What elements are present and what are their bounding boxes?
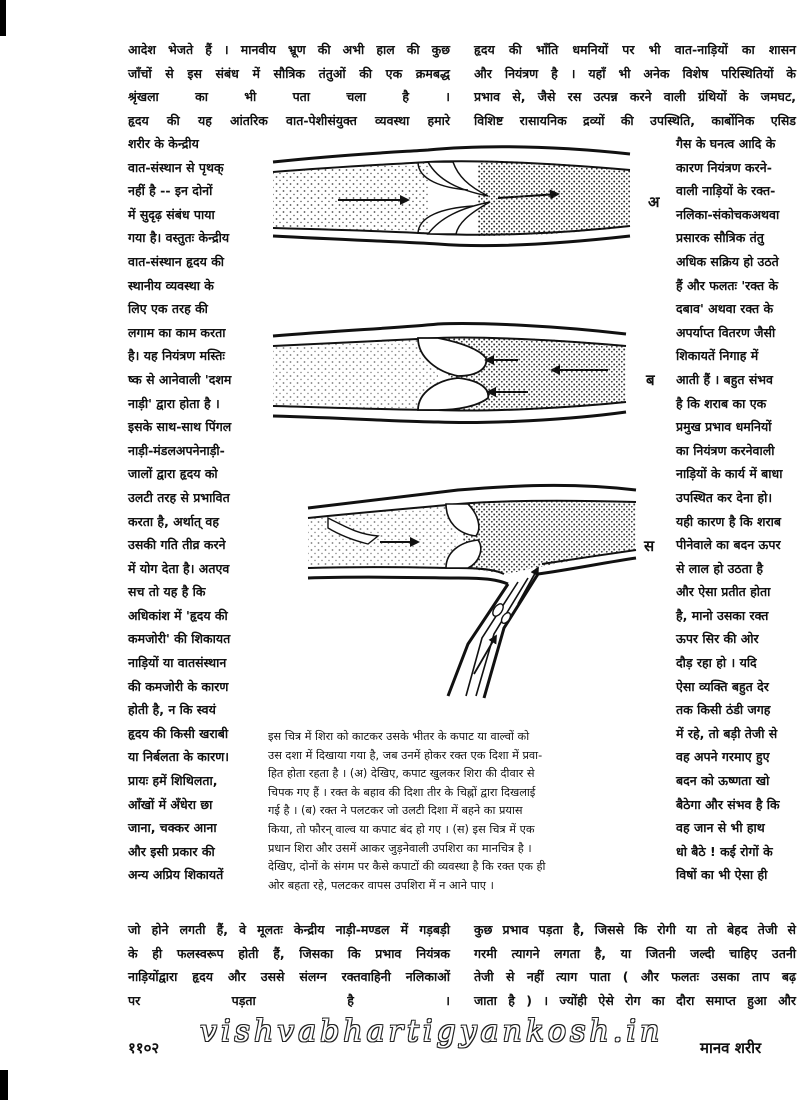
top-right-paragraph <box>474 38 796 132</box>
text-line: वह जान से भी हाथ <box>676 820 765 836</box>
text-line: और इसी प्रकार की <box>128 843 215 859</box>
text-line: विषों का भी ऐसा ही <box>676 867 768 883</box>
text-line: में सुदृढ़ संबंध पाया <box>128 206 215 222</box>
text-line: वाली नाड़ियों के रक्त- <box>676 183 776 199</box>
text-line: शिकायतें निगाह में <box>676 348 759 364</box>
text-line: विशिष्ट रासायनिक द्रव्यों की उपस्थिति, कार्बोनिक एसिड <box>474 112 796 128</box>
text-line: दौड़ रहा हो । यदि <box>676 655 757 671</box>
text-line: प्रसारक सौत्रिक तंतु <box>676 230 764 246</box>
text-line: होती है, न कि स्वयं <box>128 702 216 718</box>
page-number: ११०२ <box>128 1039 160 1057</box>
text-line: गई है । (ब) रक्त ने पलटकर जो उलटी दिशा में बहने का प्रयास <box>268 804 523 818</box>
text-line: आती हैं । बहुत संभव <box>676 371 774 387</box>
text-line: प्रायः हमें शिथिलता, <box>128 773 218 789</box>
text-line: की कमजोरी के कारण <box>128 678 229 694</box>
text-line: स्थानीय व्यवस्था के <box>128 277 214 293</box>
text-line: नाड़ियोंद्वारा हृदय और उससे संलग्न रक्तवाहिनी नलिकाओं <box>128 969 450 985</box>
text-line: शरीर के केन्द्रीय <box>128 136 199 151</box>
scan-edge-bottom <box>0 1070 8 1100</box>
text-line: प्रभाव से, जैसे रस उत्पन्न करने वाली ग्रंथियों के जमघट, <box>474 89 796 105</box>
text-line: उसकी गति तीव्र करने <box>128 537 226 553</box>
text-line: अपर्याप्त वितरण जैसी <box>676 324 776 340</box>
text-line: है, मानो उसका रक्त <box>676 607 769 623</box>
text-line: नाड़ियों के कार्य में बाधा <box>676 466 783 482</box>
text-line: जाँचों से इस संबंध में सौत्रिक तंतुओं की एक क्रमबद्ध <box>128 65 450 81</box>
figure-label-a: अ <box>648 193 660 211</box>
text-line: ऐसा व्यक्ति बहुत देर <box>676 678 769 694</box>
text-line: इसके साथ-साथ पिंगल <box>128 419 232 435</box>
text-line: प्रमुख प्रभाव धमनियों <box>676 419 772 435</box>
text-line: तेजी से नहीं त्याग पाता ( और फलतः उसका ताप बढ़ <box>474 969 796 985</box>
text-line: और ऐसा प्रतीत होता <box>676 584 771 600</box>
text-line: करता है, अर्थात् वह <box>128 513 220 529</box>
watermark: vishvabhartigyankosh.in <box>200 1014 664 1049</box>
text-line: जाता है ) । ज्योंही ऐसे रोग का दौरा समाप्त हुआ और <box>474 992 796 1008</box>
text-line: वात-संस्थान से पृथक् <box>128 159 224 175</box>
text-line: तक किसी ठंडी जगह <box>676 702 771 718</box>
text-line: हृदय की यह आंतरिक वात-पेशीसंयुक्त व्यवस्था हमारे <box>128 112 450 128</box>
text-line: आदेश भेजते हैं । मानवीय भ्रूण की अभी हाल की कुछ <box>128 42 450 57</box>
text-line: जो होने लगती हैं, वे मूलतः केन्द्रीय नाड़ी-मण्डल में गड़बड़ी <box>128 922 450 937</box>
text-line: लगाम का काम करता <box>128 324 226 340</box>
figure-caption <box>268 728 656 895</box>
text-line: प्रधान शिरा और उसमें आकर जुड़नेवाली उपशिरा का मानचित्र है । <box>268 841 532 855</box>
figure-label-c: स <box>644 537 655 555</box>
text-line: हृदय की भाँति धमनियों पर भी वात-नाड़ियों का शासन <box>474 42 796 57</box>
text-line: दबाव' अथवा रक्त के <box>676 301 774 317</box>
text-line: ऊपर सिर की ओर <box>676 631 759 647</box>
bottom-left-paragraph <box>128 918 450 1012</box>
text-line: नाड़ी' द्वारा होता है । <box>128 395 220 411</box>
text-line: हित होता रहता है । (अ) देखिए, कपाट खुलकर शिरा की दीवार से <box>268 767 535 781</box>
text-line: इस चित्र में शिरा को काटकर उसके भीतर के कपाट या वाल्वों को <box>268 730 530 743</box>
figure-b-closed-valve-diagram <box>268 318 630 438</box>
text-line: का नियंत्रण करनेवाली <box>676 442 775 458</box>
text-line: उपस्थित कर देना हो। <box>676 489 773 505</box>
text-line: श्रृंखला का भी पता चला है । <box>128 89 450 105</box>
text-line: यही कारण है कि शराब <box>676 513 781 529</box>
text-line: हृदय की किसी खराबी <box>128 725 229 741</box>
top-left-paragraph <box>128 38 450 132</box>
text-line: जाना, चक्कर आना <box>128 820 217 836</box>
figure-label-b: ब <box>646 371 655 389</box>
text-line: सच तो यह है कि <box>128 584 206 600</box>
text-line: आँखों में अँधेरा छा <box>128 796 213 812</box>
scan-edge-top <box>0 0 6 36</box>
text-line: चिपक गए हैं । रक्त के बहाव की दिशा तीर के चिह्नों द्वारा दिखलाई <box>268 785 536 799</box>
text-line: कारण नियंत्रण करने- <box>676 159 772 175</box>
figure-a-open-valve-diagram <box>268 140 634 260</box>
text-line: वात-संस्थान हृदय की <box>128 253 225 269</box>
text-line: कुछ प्रभाव पड़ता है, जिससे कि रोगी या तो बेहद तेजी से <box>474 922 796 937</box>
text-line: में रहे, तो बड़ी तेजी से <box>676 725 778 741</box>
text-line: हैं और फलतः 'रक्त के <box>676 277 779 293</box>
text-line: नाड़ियों या वातसंस्थान <box>128 655 227 671</box>
text-line: गया है। वस्तुतः केन्द्रीय <box>128 230 230 246</box>
text-line: ष्क से आनेवाली 'दशम <box>128 371 232 387</box>
figure-c-tributary-diagram <box>268 478 640 710</box>
left-column-text <box>128 132 256 887</box>
text-line: जालों द्वारा हृदय को <box>128 466 218 482</box>
text-line: लिए एक तरह की <box>128 301 208 317</box>
text-line: किया, तो फौरन् वाल्व या कपाट बंद हो गए । (स) इस चित्र में एक <box>268 822 535 836</box>
text-line: गरमी त्यागने लगता है, या जितनी जल्दी चाहिए उतनी <box>474 945 796 961</box>
text-line: पर पड़ता है । <box>128 992 450 1008</box>
bottom-right-paragraph <box>474 918 796 1012</box>
book-title: मानव शरीर <box>700 1039 762 1057</box>
text-line: है कि शराब का एक <box>676 395 767 411</box>
text-line: नाड़ी-मंडलअपनेनाड़ी- <box>128 442 225 458</box>
text-line: पीनेवाले का बदन ऊपर <box>676 537 781 553</box>
text-line: या निर्बलता के कारण। <box>128 749 230 765</box>
text-line: गैस के घनत्व आदि के <box>676 136 776 151</box>
text-line: नलिका-संकोचकअथवा <box>676 206 780 222</box>
text-line: में योग देता है। अतएव <box>128 560 230 576</box>
text-line: ओर बहता रहे, पलटकर वापस उपशिरा में न आने पाए । <box>268 878 494 892</box>
text-line: उलटी तरह से प्रभावित <box>128 489 230 505</box>
text-line: बदन को ऊष्णता खो <box>676 773 770 789</box>
text-line: अन्य अप्रिय शिकायतें <box>128 867 224 883</box>
text-line: धो बैठे ! कई रोगों के <box>676 843 773 859</box>
text-line: के ही फलस्वरूप होती हैं, जिसका कि प्रभाव नियंत्रक <box>128 945 450 961</box>
text-line: कमजोरी' की शिकायत <box>128 631 231 647</box>
text-line: वह अपने गरमाए हुए <box>676 749 770 765</box>
text-line: अधिक सक्रिय हो उठते <box>676 253 779 269</box>
text-line: है। यह नियंत्रण मस्तिः <box>128 348 225 364</box>
text-line: नहीं है -- इन दोनों <box>128 183 213 199</box>
text-line: उस दशा में दिखाया गया है, जब उनमें होकर रक्त एक दिशा में प्रवा- <box>268 748 543 762</box>
text-line: से लाल हो उठता है <box>676 560 764 576</box>
text-line: बैठेगा और संभव है कि <box>676 796 780 812</box>
right-column-text <box>676 132 802 887</box>
text-line: और नियंत्रण है । यहाँ भी अनेक विशेष परिस्थितियों के <box>474 65 796 81</box>
text-line: अधिकांश में 'हृदय की <box>128 607 228 623</box>
text-line: देखिए, दोनों के संगम पर कैसे कपाटों की व्यवस्था है कि रक्त एक ही <box>268 860 546 874</box>
